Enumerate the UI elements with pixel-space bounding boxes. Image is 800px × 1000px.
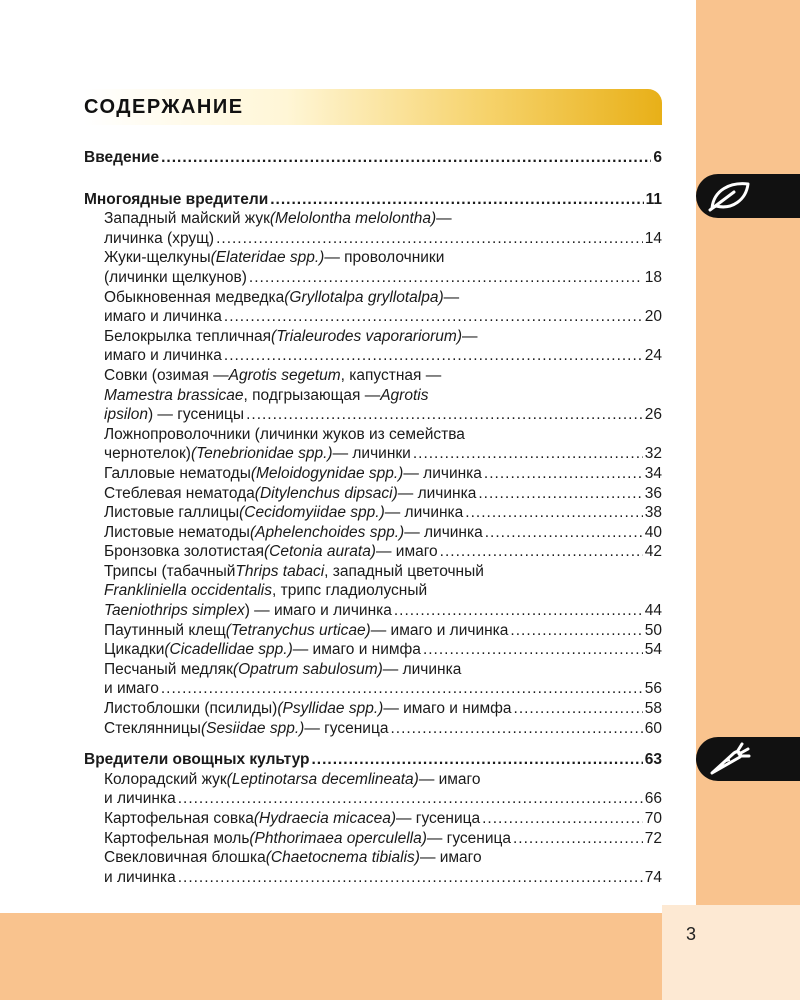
toc-entry[interactable]: Песчаный медляк (Opatrum sabulosum) — личинка bbox=[104, 660, 462, 678]
toc-entry[interactable]: Свекловичная блошка (Chaetocnema tibialis) — имаго bbox=[104, 849, 482, 867]
page-number-box bbox=[662, 905, 800, 1000]
toc-entry-intro[interactable]: Введение ..... 6 bbox=[84, 148, 662, 168]
toc-entry[interactable]: Цикадки (Cicadellidae spp.) — имаго и нимфа ..... 54 bbox=[84, 640, 662, 660]
toc-entry[interactable]: Листовые галлицы (Cecidomyiidae spp.) — личинка ..... 38 bbox=[84, 503, 662, 523]
toc-entry[interactable]: Стеблевая нематода (Ditylenchus dipsaci) — личинка ..... 36 bbox=[84, 484, 662, 504]
toc-entry[interactable]: Картофельная моль (Phthorimaea operculella) — гусеница ..... 72 bbox=[84, 829, 662, 849]
toc-entry-cont[interactable]: и личинка ..... 74 bbox=[84, 868, 662, 888]
page-number: 3 bbox=[686, 924, 697, 944]
toc-section-polyphagous[interactable]: Многоядные вредители ..... 11 bbox=[84, 190, 662, 210]
toc-entry-cont[interactable]: имаго и личинка ..... 24 bbox=[84, 346, 662, 366]
table-of-contents bbox=[84, 148, 662, 887]
toc-entry[interactable]: Белокрылка тепличная (Trialeurodes vaporariorum) — bbox=[104, 327, 478, 345]
toc-entry[interactable]: Трипсы (табачный Thrips tabaci , западный цветочный bbox=[104, 562, 484, 580]
toc-entry[interactable]: Стеклянницы (Sesiidae spp.) — гусеница ..... 60 bbox=[84, 719, 662, 739]
toc-entry[interactable]: Картофельная совка (Hydraecia micacea) — гусеница ..... 70 bbox=[84, 809, 662, 829]
toc-entry-cont[interactable]: чернотелок) (Tenebrionidae spp.) — личинки ..... 32 bbox=[84, 444, 662, 464]
toc-entry-cont[interactable]: (личинки щелкунов) ..... 18 bbox=[84, 268, 662, 288]
section-tab-vegetables[interactable] bbox=[696, 737, 800, 781]
leaf-icon bbox=[704, 178, 754, 214]
toc-entry[interactable]: Листоблошки (псилиды) (Psyllidae spp.) — имаго и нимфа ..... 58 bbox=[84, 699, 662, 719]
toc-entry-cont[interactable]: имаго и личинка ..... 20 bbox=[84, 307, 662, 327]
toc-entry[interactable]: Совки (озимая — Agrotis segetum , капустная — bbox=[104, 366, 442, 384]
toc-entry[interactable]: Листовые нематоды (Aphelenchoides spp.) — личинка ..... 40 bbox=[84, 523, 662, 543]
toc-entry[interactable]: Паутинный клещ (Tetranychus urticae) — имаго и личинка ..... 50 bbox=[84, 621, 662, 641]
toc-entry-cont[interactable]: личинка (хрущ) ..... 14 bbox=[84, 229, 662, 249]
toc-entry-cont[interactable]: Frankliniella occidentalis , трипс гладиолусный bbox=[104, 582, 428, 600]
toc-entry[interactable]: Ложнопроволочники (личинки жуков из семейства bbox=[104, 425, 465, 443]
carrot-icon bbox=[704, 741, 754, 777]
toc-entry[interactable]: Западный майский жук (Melolontha melolontha) — bbox=[104, 210, 452, 228]
toc-entry[interactable]: Обыкновенная медведка (Gryllotalpa gryllotalpa) — bbox=[104, 288, 460, 306]
toc-entry-cont[interactable]: и личинка ..... 66 bbox=[84, 789, 662, 809]
toc-entry-cont[interactable]: Mamestra brassicae , подгрызающая — Agrotis bbox=[104, 386, 429, 404]
page-title: СОДЕРЖАНИЕ bbox=[84, 96, 244, 118]
section-tab-pests[interactable] bbox=[696, 174, 800, 218]
toc-section-vegetables[interactable]: Вредители овощных культур ..... 63 bbox=[84, 750, 662, 770]
toc-entry[interactable]: Жуки-щелкуны (Elateridae spp.) — проволочники bbox=[104, 249, 445, 267]
toc-entry-cont[interactable]: Taeniothrips simplex ) — имаго и личинка ..... 44 bbox=[84, 601, 662, 621]
side-color-band bbox=[696, 0, 800, 1000]
toc-entry[interactable]: Бронзовка золотистая (Cetonia aurata) — имаго ..... 42 bbox=[84, 542, 662, 562]
toc-entry-cont[interactable]: ipsilon ) — гусеницы ..... 26 bbox=[84, 405, 662, 425]
toc-entry[interactable]: Галловые нематоды (Meloidogynidae spp.) — личинка ..... 34 bbox=[84, 464, 662, 484]
toc-entry-cont[interactable]: и имаго ..... 56 bbox=[84, 679, 662, 699]
toc-entry[interactable]: Колорадский жук (Leptinotarsa decemlineata) — имаго bbox=[104, 770, 481, 788]
